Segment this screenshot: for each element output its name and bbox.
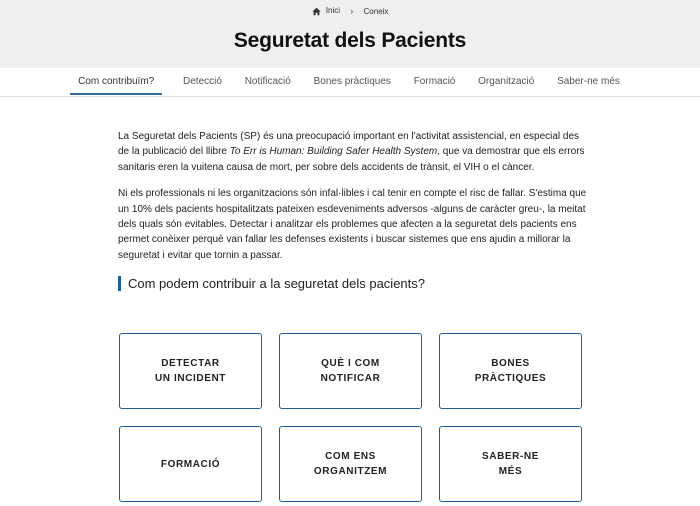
intro-paragraph-2: Ni els professionals ni les organitzacions són infal·libles i cal tenir en compte el risc de fallar. S'estima que un 10% dels pacients hospitalitzats pateixen esdeveniments adversos -alguns de caràcter greu-, la meitat dels quals són evitables. Detectar i analitzar els problemes que afecten a la seguretat dels pacients ens permet conèixer perquè van fallar les defenses existents i buscar sistemes que ens ajudin a millorar la seguretat i evitar que tornin a passar. [118, 188, 587, 261]
section-heading: Com podem contribuir a la seguretat dels pacients? [118, 276, 588, 291]
intro-text: La Seguretat dels Pacients (SP) és una preocupació important en l'activitat assistencial, en especial des de la publicació del llibre [118, 131, 580, 158]
card-formacio[interactable] [119, 426, 262, 502]
tab-notificacio[interactable]: Notificació [244, 76, 291, 87]
card-saber-ne-mes[interactable] [439, 426, 582, 502]
intro-paragraph-1 [118, 129, 588, 175]
tab-com-contribuim[interactable]: Com contribuïm? [70, 68, 162, 95]
card-label: DETECTAR UN INCIDENT [154, 358, 227, 384]
card-label: SABER-NE MÉS [481, 451, 540, 477]
card-label: COM ENS ORGANITZEM [313, 451, 388, 477]
main-content [118, 129, 588, 291]
card-com-ens-organitzem[interactable] [279, 426, 422, 502]
card-detectar-incident[interactable] [119, 333, 262, 409]
card-label: QUÈ I COM NOTIFICAR [320, 358, 381, 384]
tab-saber-ne-mes[interactable]: Saber-ne més [557, 76, 620, 87]
tab-bones-practiques[interactable]: Bones pràctiques [313, 76, 391, 87]
chevron-right-icon: › [350, 6, 354, 16]
breadcrumb-home-label: Inici [325, 6, 341, 16]
intro-text: , que va demostrar que els errors sanitaris eren la vuitena causa de mort, per sobre dels accidents de trànsit, el VIH o el càncer. [118, 146, 585, 173]
breadcrumb-home-link[interactable] [312, 6, 340, 15]
card-label: BONES PRÀCTIQUES [474, 358, 547, 384]
card-bones-practiques[interactable] [439, 333, 582, 409]
card-que-i-com-notificar[interactable] [279, 333, 422, 409]
page-header [0, 0, 700, 68]
card-label: FORMACIÓ [160, 458, 221, 470]
breadcrumb [0, 6, 700, 16]
page-title: Seguretat dels Pacients [233, 29, 467, 52]
tab-organitzacio[interactable]: Organització [478, 76, 535, 87]
breadcrumb-current: Coneix [363, 6, 389, 16]
tab-deteccio[interactable]: Detecció [183, 76, 222, 87]
book-title: To Err is Human: Building Safer Health System [229, 146, 438, 158]
tab-bar [0, 68, 700, 97]
tab-formacio[interactable]: Formació [413, 76, 456, 87]
home-icon [312, 7, 321, 16]
